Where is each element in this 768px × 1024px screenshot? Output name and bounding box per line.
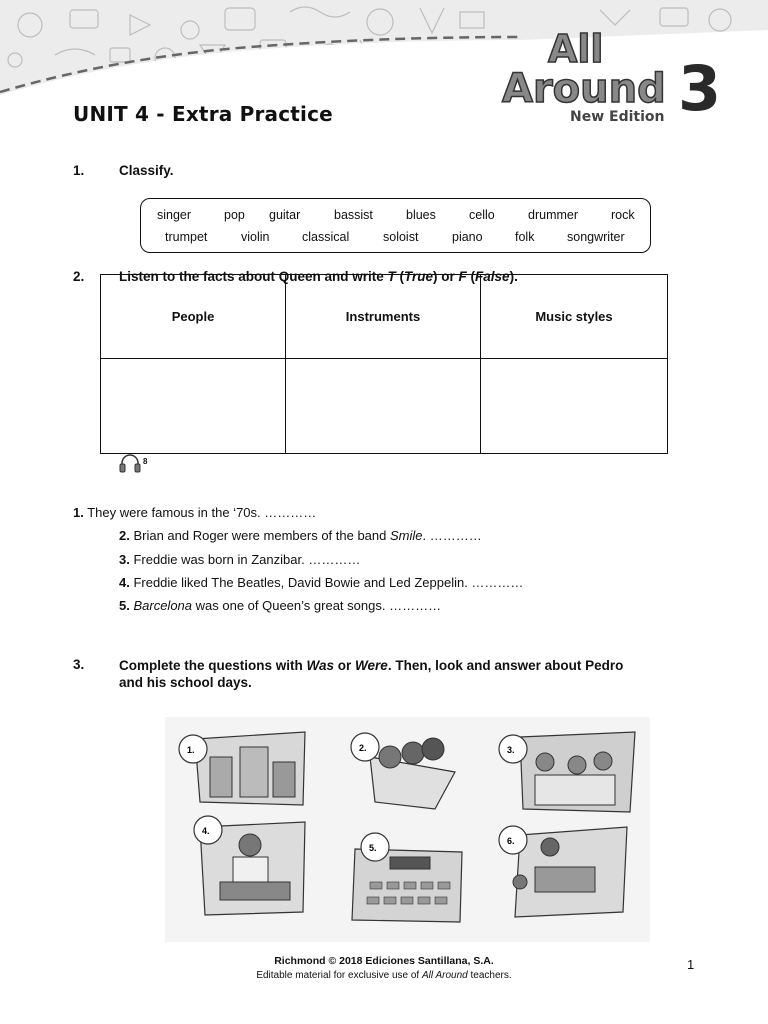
- q2-instruction-text: Listen to the facts about Queen and write: [119, 269, 388, 284]
- word: singer: [157, 208, 192, 222]
- q3-line2: and his school days.: [119, 675, 252, 690]
- q2-true: True: [404, 269, 434, 284]
- word: drummer: [528, 208, 579, 222]
- answer-cell-music-styles[interactable]: [481, 359, 668, 454]
- answer-cell-instruments[interactable]: [286, 359, 481, 454]
- picture-label-5: 5.: [369, 843, 377, 853]
- word: rock: [611, 208, 635, 222]
- header-music-styles: Music styles: [481, 275, 668, 359]
- audio-track: [119, 452, 149, 474]
- word: guitar: [269, 208, 301, 222]
- picture-label-2: 2.: [359, 743, 367, 753]
- illustrations: [165, 717, 650, 942]
- classify-table: [100, 274, 668, 454]
- q3-text: Complete the questions with: [119, 658, 307, 673]
- logo-subtitle: New Edition: [570, 109, 665, 125]
- q3-were: Were: [355, 658, 388, 673]
- q2-f: F: [458, 269, 467, 284]
- q1-number: 1.: [73, 163, 85, 178]
- picture-label-1: 1.: [187, 745, 195, 755]
- q3-was: Was: [306, 658, 335, 673]
- word: folk: [515, 230, 535, 244]
- word: cello: [469, 208, 495, 222]
- statement-text: Freddie was born in Zanzibar. …………: [129, 552, 361, 567]
- logo-number: 3: [678, 52, 722, 125]
- page-number: 1: [687, 957, 695, 972]
- statement-num: 1.: [73, 505, 84, 520]
- track-number: 8: [143, 457, 148, 466]
- q2-or: ) or: [433, 269, 459, 284]
- q2-number: 2.: [73, 269, 85, 284]
- statement-num: 2.: [119, 528, 130, 543]
- statement-text: . …………: [422, 528, 482, 543]
- picture-label-4: 4.: [202, 826, 210, 836]
- picture-label-6: 6.: [507, 836, 515, 846]
- q3-or: or: [334, 658, 356, 673]
- statement-text: was one of Queen’s great songs. …………: [192, 598, 442, 613]
- word: songwriter: [567, 230, 625, 244]
- footer-note: [0, 970, 768, 981]
- word: trumpet: [165, 230, 208, 244]
- q3-text2: . Then, look and answer about Pedro: [387, 658, 624, 673]
- word-bank: [140, 198, 651, 253]
- statement-1: [73, 505, 316, 520]
- statement-num: 3.: [119, 552, 130, 567]
- word: pop: [224, 208, 245, 222]
- picture-4: [194, 816, 305, 915]
- logo-line2: Around: [502, 66, 666, 112]
- headphones-icon: [119, 452, 149, 474]
- q1-instruction: Classify.: [119, 163, 174, 178]
- q2-paren: (: [395, 269, 405, 284]
- statement-text: They were famous in the ‘70s. …………: [83, 505, 317, 520]
- statement-text: Brian and Roger were members of the band: [129, 528, 390, 543]
- statement-3: [119, 552, 360, 567]
- word: violin: [241, 230, 270, 244]
- footer-note-text: Editable material for exclusive use of: [256, 970, 422, 981]
- word: piano: [452, 230, 483, 244]
- all-around-logo: [500, 20, 760, 130]
- footer-copyright: Richmond © 2018 Ediciones Santillana, S.A.: [274, 955, 494, 967]
- statement-4: [119, 575, 523, 590]
- picture-6: [499, 826, 627, 917]
- statement-num: 5.: [119, 598, 130, 613]
- footer-note-text2: teachers.: [467, 970, 512, 981]
- statement-5: [119, 598, 441, 613]
- q2-t: T: [387, 269, 396, 284]
- word: soloist: [383, 230, 419, 244]
- header-people: People: [101, 275, 286, 359]
- q2-paren2: (: [466, 269, 476, 284]
- word: blues: [406, 208, 436, 222]
- word: classical: [302, 230, 350, 244]
- picture-grid: [165, 717, 650, 942]
- statement-text: Freddie liked The Beatles, David Bowie and Led Zeppelin. …………: [129, 575, 524, 590]
- q3-number: 3.: [73, 657, 85, 672]
- word: bassist: [334, 208, 373, 222]
- answer-cell-people[interactable]: [101, 359, 286, 454]
- header-instruments: Instruments: [286, 275, 481, 359]
- footer-note-italic: All Around: [421, 970, 468, 981]
- statement-italic: Smile: [389, 528, 423, 543]
- statement-num: 4.: [119, 575, 130, 590]
- unit-title: UNIT 4 - Extra Practice: [73, 102, 333, 126]
- q2-false: False: [475, 269, 510, 284]
- q3-instruction: [119, 657, 679, 691]
- statement-2: [119, 528, 482, 543]
- statement-italic: Barcelona: [133, 598, 193, 613]
- q2-end: ).: [509, 269, 518, 284]
- picture-label-3: 3.: [507, 745, 515, 755]
- logo-line1: All: [548, 27, 604, 71]
